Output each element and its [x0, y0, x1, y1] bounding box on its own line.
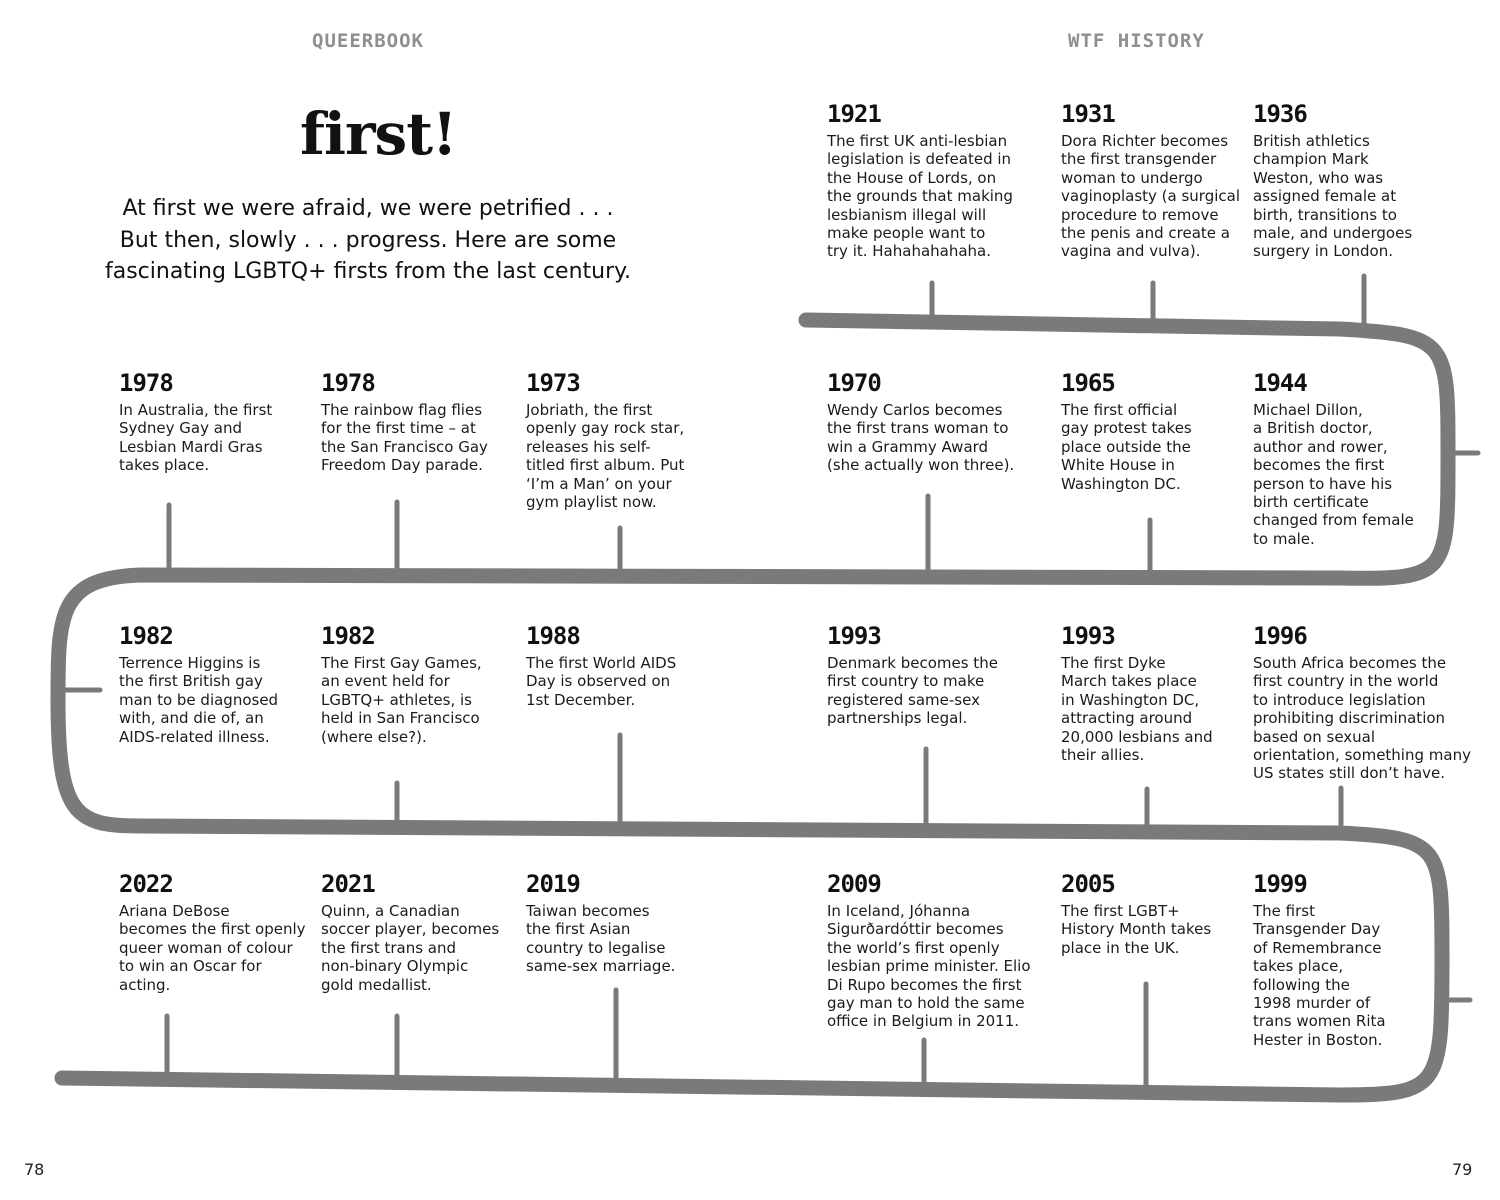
event-description-line: their allies.: [1061, 746, 1145, 765]
event-description-line: Wendy Carlos becomes: [827, 401, 1003, 419]
event-description-line: to male.: [1253, 529, 1315, 548]
event-description-line: trans women Rita: [1253, 1012, 1386, 1031]
timeline-event-13: [1061, 622, 1213, 764]
event-year: 2021: [321, 870, 375, 898]
event-description-line: The First Gay Games,: [321, 654, 482, 672]
event-description-line: 20,000 lesbians and: [1061, 727, 1213, 746]
event-description-line: orientation, something many: [1253, 746, 1471, 765]
event-description-line: White House in: [1061, 456, 1175, 475]
event-description-line: 1998 murder of: [1253, 994, 1371, 1013]
event-description-line: The rainbow flag flies: [321, 401, 483, 419]
event-description-line: 1st December.: [526, 690, 636, 709]
timeline-event-11: [526, 622, 676, 709]
event-year: 1982: [321, 622, 375, 650]
event-description-line: Washington DC.: [1061, 474, 1181, 493]
event-description-line: win a Grammy Award: [827, 437, 989, 456]
event-description-line: make people want to: [827, 224, 986, 243]
event-description-line: The first Dyke: [1061, 654, 1166, 672]
timeline-event-2: [1253, 100, 1412, 261]
event-description: [827, 401, 1014, 475]
event-description: [1253, 401, 1414, 548]
event-description: [1253, 654, 1471, 783]
event-description-line: the San Francisco Gay: [321, 437, 488, 456]
event-description-line: takes place,: [1253, 957, 1344, 976]
event-description-line: Quinn, a Canadian: [321, 902, 460, 920]
event-description-line: lesbian prime minister. Elio: [827, 957, 1031, 976]
event-year: 2005: [1061, 870, 1115, 898]
event-description-line: for the first time – at: [321, 419, 476, 438]
running-head-right: WTF HISTORY: [1068, 30, 1205, 52]
event-description-line: takes place.: [119, 456, 210, 475]
event-description-line: Freedom Day parade.: [321, 456, 483, 475]
event-description: [119, 902, 306, 994]
event-description-line: in Washington DC,: [1061, 690, 1200, 709]
event-description-line: same-sex marriage.: [526, 957, 676, 976]
timeline-event-20: [1253, 870, 1386, 1049]
event-description-line: The first LGBT+: [1061, 902, 1180, 920]
event-description-line: an event held for: [321, 672, 450, 691]
event-description-line: the House of Lords, on: [827, 168, 997, 187]
event-description-line: Terrence Higgins is: [119, 654, 261, 672]
event-description-line: the first British gay: [119, 672, 263, 691]
event-description-line: a British doctor,: [1253, 419, 1373, 438]
event-description-line: March takes place: [1061, 672, 1197, 691]
event-year: 1982: [119, 622, 173, 650]
event-description-line: partnerships legal.: [827, 709, 968, 728]
event-description-line: the first trans woman to: [827, 419, 1009, 438]
event-description-line: person to have his: [1253, 474, 1393, 493]
timeline-event-1: [1061, 100, 1240, 261]
event-description-line: man to be diagnosed: [119, 690, 279, 709]
event-description-line: birth certificate: [1253, 493, 1369, 512]
event-description-line: legislation is defeated in: [827, 150, 1012, 169]
event-description-line: Day is observed on: [526, 672, 671, 691]
event-description-line: gym playlist now.: [526, 493, 657, 512]
event-description-line: titled first album. Put: [526, 456, 685, 475]
event-description-line: male, and undergoes: [1253, 224, 1413, 243]
event-year: 1999: [1253, 870, 1307, 898]
running-head-left: QUEERBOOK: [312, 30, 424, 52]
intro-line: fascinating LGBTQ+ firsts from the last century.: [104, 259, 631, 284]
event-description-line: to win an Oscar for: [119, 957, 262, 976]
event-description-line: the grounds that making: [827, 187, 1013, 206]
timeline-event-4: [321, 369, 488, 475]
event-year: 1996: [1253, 622, 1307, 650]
event-description-line: Sydney Gay and: [119, 419, 242, 438]
event-description-line: the first Asian: [526, 920, 631, 939]
event-description-line: Transgender Day: [1253, 920, 1381, 939]
timeline-event-8: [1253, 369, 1414, 548]
intro-line: But then, slowly . . . progress. Here are some: [119, 227, 617, 253]
event-description-line: first country in the world: [1253, 672, 1439, 691]
event-year: 2022: [119, 870, 173, 898]
event-description-line: prohibiting discrimination: [1253, 709, 1446, 728]
event-description-line: try it. Hahahahahaha.: [827, 242, 992, 261]
event-description: [1061, 654, 1213, 764]
event-description-line: registered same-sex: [827, 690, 980, 709]
event-description-line: the world’s first openly: [827, 938, 1000, 957]
event-description-line: becomes the first: [1253, 456, 1385, 475]
event-description-line: becomes the first openly: [119, 920, 306, 939]
event-description: [526, 654, 676, 709]
timeline-event-7: [1061, 369, 1192, 493]
event-description-line: vagina and vulva).: [1061, 242, 1201, 261]
event-description-line: of Remembrance: [1253, 938, 1382, 957]
event-description-line: first country to make: [827, 672, 985, 691]
event-description-line: (where else?).: [321, 727, 427, 746]
event-description-line: office in Belgium in 2011.: [827, 1012, 1020, 1031]
event-description-line: Denmark becomes the: [827, 654, 998, 672]
event-description-line: soccer player, becomes: [321, 920, 500, 939]
event-year: 1936: [1253, 100, 1307, 128]
timeline-event-10: [321, 622, 482, 746]
timeline-event-14: [1253, 622, 1471, 783]
event-description-line: AIDS-related illness.: [119, 727, 270, 746]
event-description-line: The first World AIDS: [526, 654, 677, 672]
event-description: [1061, 401, 1192, 493]
event-description-line: Ariana DeBose: [119, 902, 230, 920]
timeline-event-5: [526, 369, 684, 511]
event-description-line: non-binary Olympic: [321, 957, 469, 976]
page-number-left: 78: [24, 1160, 45, 1179]
event-description-line: Weston, who was: [1253, 168, 1384, 187]
event-description: [1061, 132, 1240, 261]
event-description-line: Sigurðardóttir becomes: [827, 920, 1004, 939]
event-description-line: gay man to hold the same: [827, 994, 1025, 1013]
event-description-line: the penis and create a: [1061, 224, 1230, 243]
timeline-event-19: [1061, 870, 1211, 957]
event-year: 1988: [526, 622, 580, 650]
event-description: [1253, 132, 1412, 261]
event-description-line: queer woman of colour: [119, 938, 293, 957]
event-description: [321, 401, 488, 475]
event-description-line: Di Rupo becomes the first: [827, 975, 1022, 994]
event-description-line: Taiwan becomes: [526, 902, 650, 920]
event-description-line: The first: [1253, 902, 1315, 920]
event-description: [827, 902, 1031, 1031]
event-year: 1973: [526, 369, 580, 397]
timeline-event-12: [827, 622, 998, 728]
timeline-event-3: [119, 369, 272, 475]
event-description-line: LGBTQ+ athletes, is: [321, 690, 472, 709]
intro-line: At first we were afraid, we were petrified . . .: [122, 196, 614, 221]
timeline-event-17: [526, 870, 675, 976]
event-description-line: champion Mark: [1253, 150, 1369, 169]
event-year: 1993: [827, 622, 881, 650]
event-description-line: ‘I’m a Man’ on your: [526, 474, 672, 493]
event-description-line: with, and die of, an: [119, 709, 264, 728]
event-description-line: Michael Dillon,: [1253, 401, 1363, 419]
event-description: [119, 401, 272, 475]
event-description: [1061, 902, 1211, 957]
event-year: 2009: [827, 870, 881, 898]
event-description-line: the first transgender: [1061, 150, 1217, 169]
event-description: [827, 132, 1013, 261]
event-description: [119, 654, 278, 746]
timeline-event-18: [827, 870, 1031, 1031]
timeline-event-15: [119, 870, 306, 994]
event-description-line: In Iceland, Jóhanna: [827, 902, 971, 920]
event-description-line: assigned female at: [1253, 187, 1397, 206]
event-description: [1253, 902, 1386, 1049]
page-number-right: 79: [1452, 1160, 1473, 1179]
event-description-line: the first trans and: [321, 938, 457, 957]
timeline-event-6: [827, 369, 1014, 475]
page-title: first!: [300, 100, 457, 168]
event-description-line: Jobriath, the first: [526, 401, 653, 419]
event-description: [526, 902, 675, 976]
event-description-line: vaginoplasty (a surgical: [1061, 187, 1240, 206]
event-description-line: gay protest takes: [1061, 419, 1192, 438]
event-year: 1978: [119, 369, 173, 397]
event-description-line: procedure to remove: [1061, 205, 1219, 224]
timeline-event-16: [321, 870, 499, 994]
event-description: [827, 654, 998, 728]
event-description-line: surgery in London.: [1253, 242, 1393, 261]
event-description-line: based on sexual: [1253, 727, 1376, 746]
event-year: 1921: [827, 100, 881, 128]
event-year: 1970: [827, 369, 881, 397]
timeline-event-9: [119, 622, 278, 746]
event-description-line: following the: [1253, 975, 1350, 994]
event-description-line: attracting around: [1061, 709, 1193, 728]
event-year: 1944: [1253, 369, 1307, 397]
event-description-line: birth, transitions to: [1253, 205, 1397, 224]
event-description-line: Dora Richter becomes: [1061, 132, 1229, 150]
event-year: 1965: [1061, 369, 1115, 397]
event-description-line: releases his self-: [526, 437, 651, 456]
event-description: [321, 902, 499, 994]
event-description-line: gold medallist.: [321, 975, 432, 994]
event-year: 1978: [321, 369, 375, 397]
event-description-line: US states still don’t have.: [1253, 764, 1446, 783]
event-description-line: to introduce legislation: [1253, 690, 1426, 709]
event-description-line: Hester in Boston.: [1253, 1030, 1383, 1049]
event-description-line: place outside the: [1061, 437, 1191, 456]
event-description-line: The first UK anti-lesbian: [827, 132, 1008, 150]
event-year: 1931: [1061, 100, 1115, 128]
event-description-line: History Month takes: [1061, 920, 1212, 939]
event-year: 1993: [1061, 622, 1115, 650]
event-description: [526, 401, 684, 511]
event-description-line: openly gay rock star,: [526, 419, 685, 438]
event-description-line: lesbianism illegal will: [827, 205, 987, 224]
event-description-line: woman to undergo: [1061, 168, 1203, 187]
event-description-line: British athletics: [1253, 132, 1370, 150]
event-description-line: author and rower,: [1253, 437, 1388, 456]
event-description-line: place in the UK.: [1061, 938, 1180, 957]
event-description-line: (she actually won three).: [827, 456, 1015, 475]
event-description-line: held in San Francisco: [321, 709, 480, 728]
event-year: 2019: [526, 870, 580, 898]
event-description-line: Lesbian Mardi Gras: [119, 437, 263, 456]
event-description-line: In Australia, the first: [119, 401, 273, 419]
event-description: [321, 654, 482, 746]
event-description-line: country to legalise: [526, 938, 666, 957]
event-description-line: South Africa becomes the: [1253, 654, 1447, 672]
event-description-line: acting.: [119, 975, 171, 994]
timeline-event-0: [827, 100, 1013, 261]
event-description-line: changed from female: [1253, 511, 1414, 530]
event-description-line: The first official: [1061, 401, 1178, 419]
